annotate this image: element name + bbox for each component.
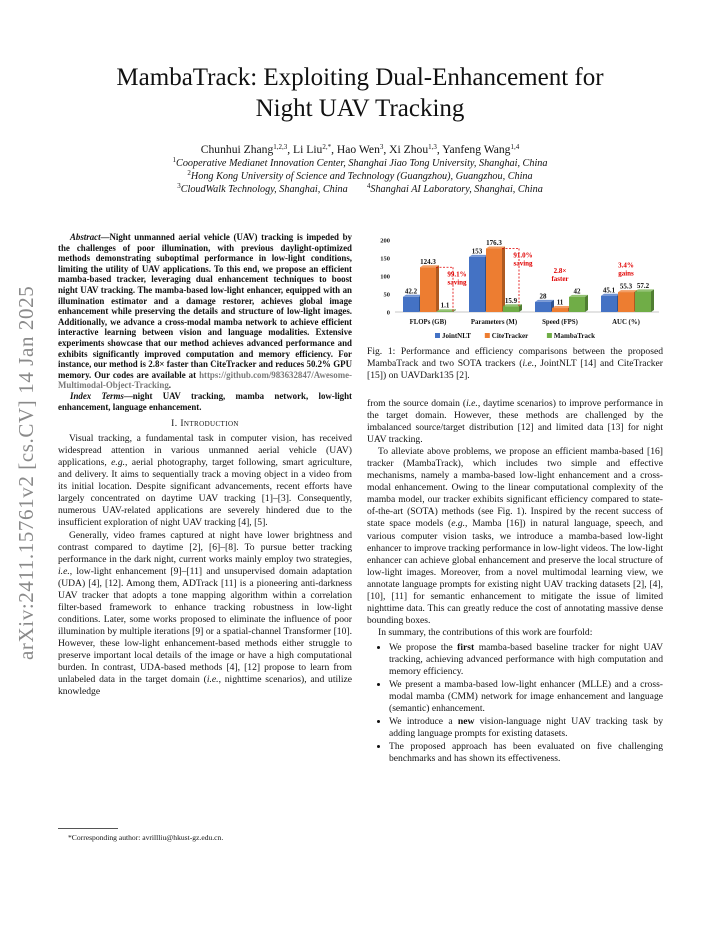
data-label: 57.2 bbox=[636, 281, 650, 290]
paragraph-text: Generally, video frames captured at night have lower brightness and contrast compared to daytime [2], [6]–[8]. To pursue better tracking performance in the dark night, current works mainly employ two strategies, bbox=[58, 529, 352, 565]
bar-chart-svg bbox=[367, 230, 663, 348]
y-tick-label: 50 bbox=[383, 291, 390, 299]
paragraph-text: Visual tracking, a fundamental task in computer vision, has received widespread attention in various unmanned aerial vehicle (UAV) applications, bbox=[58, 433, 352, 469]
title-line-2: Night UAV Tracking bbox=[255, 95, 465, 122]
emphasis-first: first bbox=[457, 641, 475, 653]
affiliation-mark: 1 bbox=[172, 156, 177, 164]
abstract-text: Night unmanned aerial vehicle (UAV) tracking is impeded by the challenges of poor illumination, with previous daylight-optimized methods demonstrating suboptimal performance in low-light conditions, limiting the utility of UAV applications. To this end, we propose an efficient mamba-based tracker, leveraging dual enhancement techniques to boost night UAV tracking. The mamba-based low-light enhancer, equipped with an illumination estimator and a damage restorer, achieves global image enhancement while preserving the details and structure of low-light images. Additionally, we advance a cross-modal mamba network to achieve efficient interactive learning between vision and language modalities. Extensive experiments showcase that our method achieves advanced performance and exhibits significantly improved computation and memory efficiency. For instance, our method is 2.8 bbox=[58, 232, 352, 370]
author-name: Chunhui Zhang bbox=[200, 143, 274, 156]
contribution-list bbox=[367, 641, 663, 765]
y-tick-label: 100 bbox=[380, 273, 390, 281]
right-paragraph-1 bbox=[367, 398, 663, 446]
y-tick-label: 150 bbox=[380, 255, 390, 263]
data-label: 42 bbox=[573, 287, 581, 296]
code-link[interactable]: https://github.com/983632847/Awesome-Multimodal-Object-Tracking bbox=[58, 369, 352, 391]
author-affiliation-mark: 1,3 bbox=[428, 143, 437, 151]
affiliation-text: Cooperative Medianet Innovation Center, Shanghai Jiao Tong University, Shanghai, China bbox=[176, 158, 548, 169]
bar-side bbox=[585, 295, 588, 312]
affiliation-mark: 3 bbox=[177, 182, 181, 190]
annotation-text: gains bbox=[618, 269, 634, 278]
author-affiliation-mark: 2,* bbox=[322, 143, 332, 151]
times-symbol: × bbox=[159, 359, 165, 370]
caption-label: Fig. 1: bbox=[367, 346, 396, 357]
abstract-label: Abstract bbox=[70, 232, 101, 242]
list-item bbox=[389, 641, 663, 678]
abstract-text: faster than CiteTracker and reduces 50.2% GPU memory. Our codes are available at bbox=[58, 359, 352, 380]
bar bbox=[569, 297, 585, 312]
intro-paragraph-1 bbox=[58, 433, 352, 529]
abbrev-ie: i.e. bbox=[466, 398, 478, 409]
data-label: 1.1 bbox=[440, 301, 450, 310]
author-name: Li Liu bbox=[293, 143, 323, 156]
index-terms-text: —night UAV tracking, mamba network, low-light enhancement, language enhancement. bbox=[58, 390, 353, 412]
x-tick-label: Parameters (M) bbox=[470, 319, 518, 326]
figure-1-chart bbox=[367, 230, 663, 348]
author-name: Hao Wen bbox=[336, 143, 380, 156]
affiliation-3-4 bbox=[60, 183, 660, 196]
author-affiliation-mark: 1,4 bbox=[510, 143, 520, 151]
paragraph-text: , aerial photography, target following, smart agriculture, and delivery. It aims to sequentially track a moving object in a video from its initial location. Despite significant advancements, recent efforts have largely concentrated on daytime UAV tracking [1]–[3]. Consequently, numerous UAV-related applications are severely hindered due to the insufficient exploration of night UAV tracking [4], [5]. bbox=[58, 457, 352, 529]
paper-title bbox=[60, 62, 660, 124]
y-tick-label: 200 bbox=[380, 237, 390, 245]
bar bbox=[618, 292, 634, 312]
bar bbox=[469, 257, 485, 312]
section-heading bbox=[58, 418, 352, 430]
data-label: 11 bbox=[556, 298, 564, 307]
abstract-dash: — bbox=[100, 232, 110, 242]
author-name: Xi Zhou bbox=[389, 143, 429, 156]
caption-text: , JointNLT [14] and CiteTracker [15]) on UAVDark135 [2]. bbox=[367, 358, 663, 382]
list-item-text: We propose the bbox=[389, 641, 458, 653]
author-affiliation-mark: 1,2,3 bbox=[273, 143, 288, 151]
x-tick-label: FLOPs (GB) bbox=[409, 319, 447, 326]
list-item: • The proposed approach has been evaluated on five challenging benchmarks and has shown its effectiveness. bbox=[389, 740, 663, 765]
affiliation-2 bbox=[60, 170, 660, 183]
x-tick-label: Speed (FPS) bbox=[542, 319, 578, 326]
index-terms bbox=[58, 391, 352, 412]
affiliation-text: Shanghai AI Laboratory, Shanghai, China bbox=[370, 184, 543, 195]
paragraph-text: , daytime scenarios) to improve performance in the target domain. However, these methods are challenged by the imbalanced source/target distribution [12] and limited data [13] for night UAV tracking. bbox=[367, 398, 663, 446]
x-tick-label: AUC (%) bbox=[612, 319, 640, 326]
left-column bbox=[58, 232, 352, 698]
legend-swatch bbox=[485, 333, 490, 338]
legend-label: MambaTrack bbox=[553, 332, 595, 340]
data-label: 45.1 bbox=[602, 286, 616, 295]
list-item bbox=[389, 715, 663, 740]
affiliation-text: Hong Kong University of Science and Technology (Guangzhou), Guangzhou, China bbox=[190, 171, 533, 182]
author-affiliation-mark: 3 bbox=[379, 143, 384, 151]
abbrev-ie: i.e. bbox=[58, 565, 70, 577]
bar bbox=[635, 291, 651, 312]
arxiv-identifier: arXiv:2411.15761v2 [cs.CV] 14 Jan 2025 bbox=[14, 285, 38, 660]
annotation-text: 91.0% bbox=[513, 251, 533, 260]
paragraph-text: , Mamba [16]) in natural language, speech, and various computer vision tasks, we introduce a mamba-based low-light enhancer to improve tracking performance in low-light videos. The low-light enhancer can achieve global enhancement and preserve the local structure of low-light images. Moreover, from a novel multimodal learning view, we annotate language prompts for existing night UAV tracking datasets [2], [4], [10], [11] for semantic enhancement to mitigate the issue of limited nighttime data. This can greatly reduce the cost of annotating massive dense bounding boxes. bbox=[367, 518, 663, 626]
author-list: Chunhui Zhang$^{1,2,3}$, Li Liu$^{2,*}$, Hao Wen$^3$, Xi Zhou$^{1,3}$, Yanfeng Wang$^{1,4}$ bbox=[200, 143, 520, 156]
affiliation-1 bbox=[60, 157, 660, 170]
abstract-period: . bbox=[168, 380, 171, 391]
annotation-text: 2.8× bbox=[553, 266, 567, 275]
bar bbox=[486, 249, 502, 312]
footnote-rule bbox=[58, 828, 118, 829]
list-item-text: mamba-based baseline tracker for night UAV tracking, achieving advanced performance with high computation and memory efficiency. bbox=[389, 641, 663, 678]
annotation-text: 99.1% bbox=[447, 270, 467, 279]
bar bbox=[535, 302, 551, 312]
title-line-1: MambaTrack: Exploiting Dual-Enhancement for bbox=[116, 64, 604, 91]
right-paragraph-3: In summary, the contributions of this work are fourfold: bbox=[378, 626, 593, 638]
affiliation-text: CloudWalk Technology, Shanghai, China bbox=[180, 184, 348, 195]
bar bbox=[601, 296, 617, 312]
paragraph-text: , nighttime scenarios), and utilize knowledge bbox=[58, 674, 352, 698]
bar bbox=[552, 308, 568, 312]
bar-side bbox=[436, 265, 439, 312]
annotation-text: faster bbox=[551, 274, 569, 283]
figure-caption bbox=[367, 346, 663, 382]
abbrev-ie: i.e. bbox=[206, 674, 219, 686]
bar bbox=[437, 311, 453, 312]
paragraph-text: from the source domain ( bbox=[367, 398, 467, 409]
bar bbox=[420, 267, 436, 312]
bar bbox=[403, 297, 419, 312]
right-column bbox=[367, 398, 663, 765]
section-number: I. bbox=[171, 418, 178, 430]
legend-label: JointNLT bbox=[442, 332, 471, 340]
paragraph-text: , low-light enhancement [9]–[11] and unsupervised domain adaptation (UDA) [4], [12]. Among them, ADTrack [11] is a pioneering anti-darkness UAV tracker that adopts a tone mapping algorithm within a correlation filter-based framework to enhance tracking robustness in low-light conditions. Later, some works proposed to eliminate the influence of poor illumination by multiple iterations [9] or a spatial-channel Transformer [10]. However, these low-light enhancement-based methods either struggle to preserve important local details of the image or have a high computational burden. In contrast, UDA-based methods [4], [12] propose to learn from unlabeled data in the target domain ( bbox=[58, 565, 352, 686]
abbrev-ie: i.e. bbox=[522, 358, 535, 370]
data-label: 124.3 bbox=[420, 257, 436, 266]
data-label: 42.2 bbox=[404, 287, 418, 296]
bar-side bbox=[651, 289, 654, 312]
data-label: 28 bbox=[539, 292, 547, 301]
footnote: *Corresponding author: avrillliu@hkust-gz.edu.cn. bbox=[68, 833, 224, 842]
author-name: Yanfeng Wang bbox=[442, 143, 511, 156]
list-item: • We present a mamba-based low-light enhancer (MLLE) and a cross-modal mamba (CMM) network for image enhancement and language (semantic) enhancement. bbox=[389, 678, 663, 715]
abbrev-eg: e.g. bbox=[451, 518, 466, 530]
index-terms-label: Index Terms bbox=[70, 390, 124, 401]
legend-swatch bbox=[547, 333, 552, 338]
paragraph-text: To alleviate above problems, we propose an efficient mamba-based [16] tracker (MambaTrack), which includes two simple and effective mechanisms, namely a mamba-based low-light enhancement and a cross-modal enhancement. Owing to the linear computational complexity of the mamba model, our tracker exhibits significant efficiency compared to state-of-the-art (SOTA) methods (see Fig. 1). Inspired by the recent success of state space models ( bbox=[367, 446, 663, 530]
y-tick-label: 0 bbox=[386, 309, 390, 317]
intro-paragraph-2 bbox=[58, 530, 352, 699]
data-label: 176.3 bbox=[486, 239, 502, 248]
caption-text: Performance and efficiency comparisons between the proposed MambaTrack and two SOTA trackers ( bbox=[367, 346, 663, 370]
abstract bbox=[58, 232, 352, 391]
right-paragraph-2 bbox=[367, 446, 663, 627]
annotation-text: 3.4% bbox=[618, 261, 634, 270]
annotation-text: saving bbox=[513, 259, 533, 268]
legend-label: CiteTracker bbox=[491, 332, 529, 340]
annotation-text: saving bbox=[447, 278, 467, 287]
legend-swatch bbox=[435, 333, 440, 338]
list-item-text: We introduce a bbox=[389, 716, 458, 728]
section-title: Introduction bbox=[180, 418, 239, 430]
affiliation-mark: 4 bbox=[366, 182, 371, 190]
affiliation-mark: 2 bbox=[187, 169, 191, 177]
abbrev-eg: e.g. bbox=[111, 457, 126, 469]
data-label: 15.9 bbox=[504, 296, 518, 305]
list-item-text: vision-language night UAV tracking task by adding language prompts for existing datasets. bbox=[389, 716, 663, 740]
data-label: 55.3 bbox=[619, 282, 633, 291]
data-label: 153 bbox=[471, 247, 483, 256]
bar bbox=[503, 306, 519, 312]
emphasis-new: new bbox=[457, 716, 475, 728]
